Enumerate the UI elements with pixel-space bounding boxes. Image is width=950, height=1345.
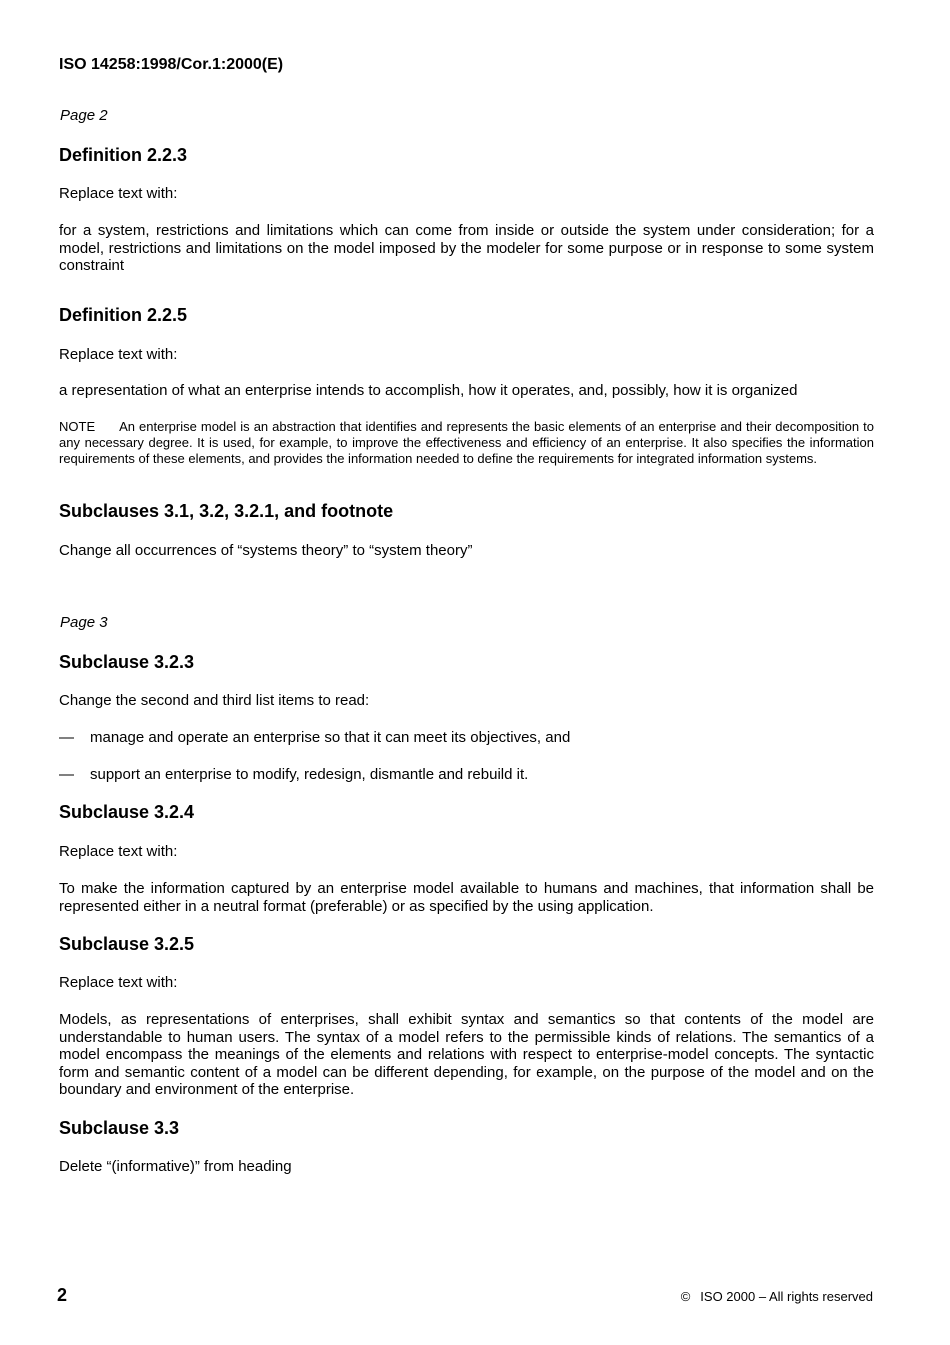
subclause-3-2-3-instruction: Change the second and third list items to read: (59, 692, 370, 709)
note-text: An enterprise model is an abstraction that identifies and represents the basic elements of an enterprise and their decomposition to any necessary degree. It is used, for example, to improve the effectiveness and efficiency of an enterprise. It also specifies the information requirements of these elements, and provides the information needed to define the requirements for integrated information systems. (59, 419, 874, 466)
definition-2-2-5-text: a representation of what an enterprise intends to accomplish, how it operates, and, possibly, how it is organized (59, 382, 798, 399)
definition-2-2-3-instruction: Replace text with: (59, 185, 178, 202)
subclauses-3-1-heading: Subclauses 3.1, 3.2, 3.2.1, and footnote (59, 501, 394, 521)
document-id-header: ISO 14258:1998/Cor.1:2000(E) (59, 56, 284, 73)
subclause-3-2-5-text: Models, as representations of enterprises, shall exhibit syntax and semantics so that contents of the model are understandable to human users. The syntax of a model refers to the permissible kinds of relations. The semantics of a model encompass the meanings of the elements and relations with respect to enterprise-model concepts. The syntactic form and semantic content of a model can be different depending, for example, on the purpose of the model and on the boundary and environment of the enterprise. (59, 1011, 874, 1098)
copyright-text: ISO 2000 – All rights reserved (700, 1289, 873, 1304)
page-2-label: Page 2 (60, 107, 108, 124)
subclause-3-2-4-heading: Subclause 3.2.4 (59, 802, 195, 822)
definition-2-2-3-text: for a system, restrictions and limitations which can come from inside or outside the system under consideration; for a model, restrictions and limitations on the model imposed by the modeler for some purpose or in response to some system constraint (59, 222, 874, 274)
definition-2-2-5-note (59, 419, 874, 467)
definition-2-2-5-instruction: Replace text with: (59, 346, 178, 363)
subclauses-3-1-text: Change all occurrences of “systems theory” to “system theory” (59, 542, 473, 559)
copyright-notice (681, 1289, 873, 1304)
list-item: manage and operate an enterprise so that it can meet its objectives, and (90, 729, 571, 746)
note-label: NOTE (59, 419, 96, 434)
subclause-3-2-5-heading: Subclause 3.2.5 (59, 934, 195, 954)
list-dash: — (59, 766, 74, 783)
page-number: 2 (57, 1285, 68, 1305)
subclause-3-2-3-heading: Subclause 3.2.3 (59, 652, 195, 672)
page-3-label: Page 3 (60, 614, 108, 631)
subclause-3-2-4-text: To make the information captured by an enterprise model available to humans and machines, that information shall be represented either in a neutral format (preferable) or as specified by the using application. (59, 880, 874, 915)
list-dash: — (59, 729, 74, 746)
subclause-3-3-heading: Subclause 3.3 (59, 1118, 180, 1138)
list-item: support an enterprise to modify, redesign, dismantle and rebuild it. (90, 766, 529, 783)
definition-2-2-3-heading: Definition 2.2.3 (59, 145, 188, 165)
subclause-3-3-text: Delete “(informative)” from heading (59, 1158, 292, 1175)
subclause-3-2-4-instruction: Replace text with: (59, 843, 178, 860)
subclause-3-2-5-instruction: Replace text with: (59, 974, 178, 991)
definition-2-2-5-heading: Definition 2.2.5 (59, 305, 188, 325)
copyright-symbol: © (680, 1289, 691, 1304)
